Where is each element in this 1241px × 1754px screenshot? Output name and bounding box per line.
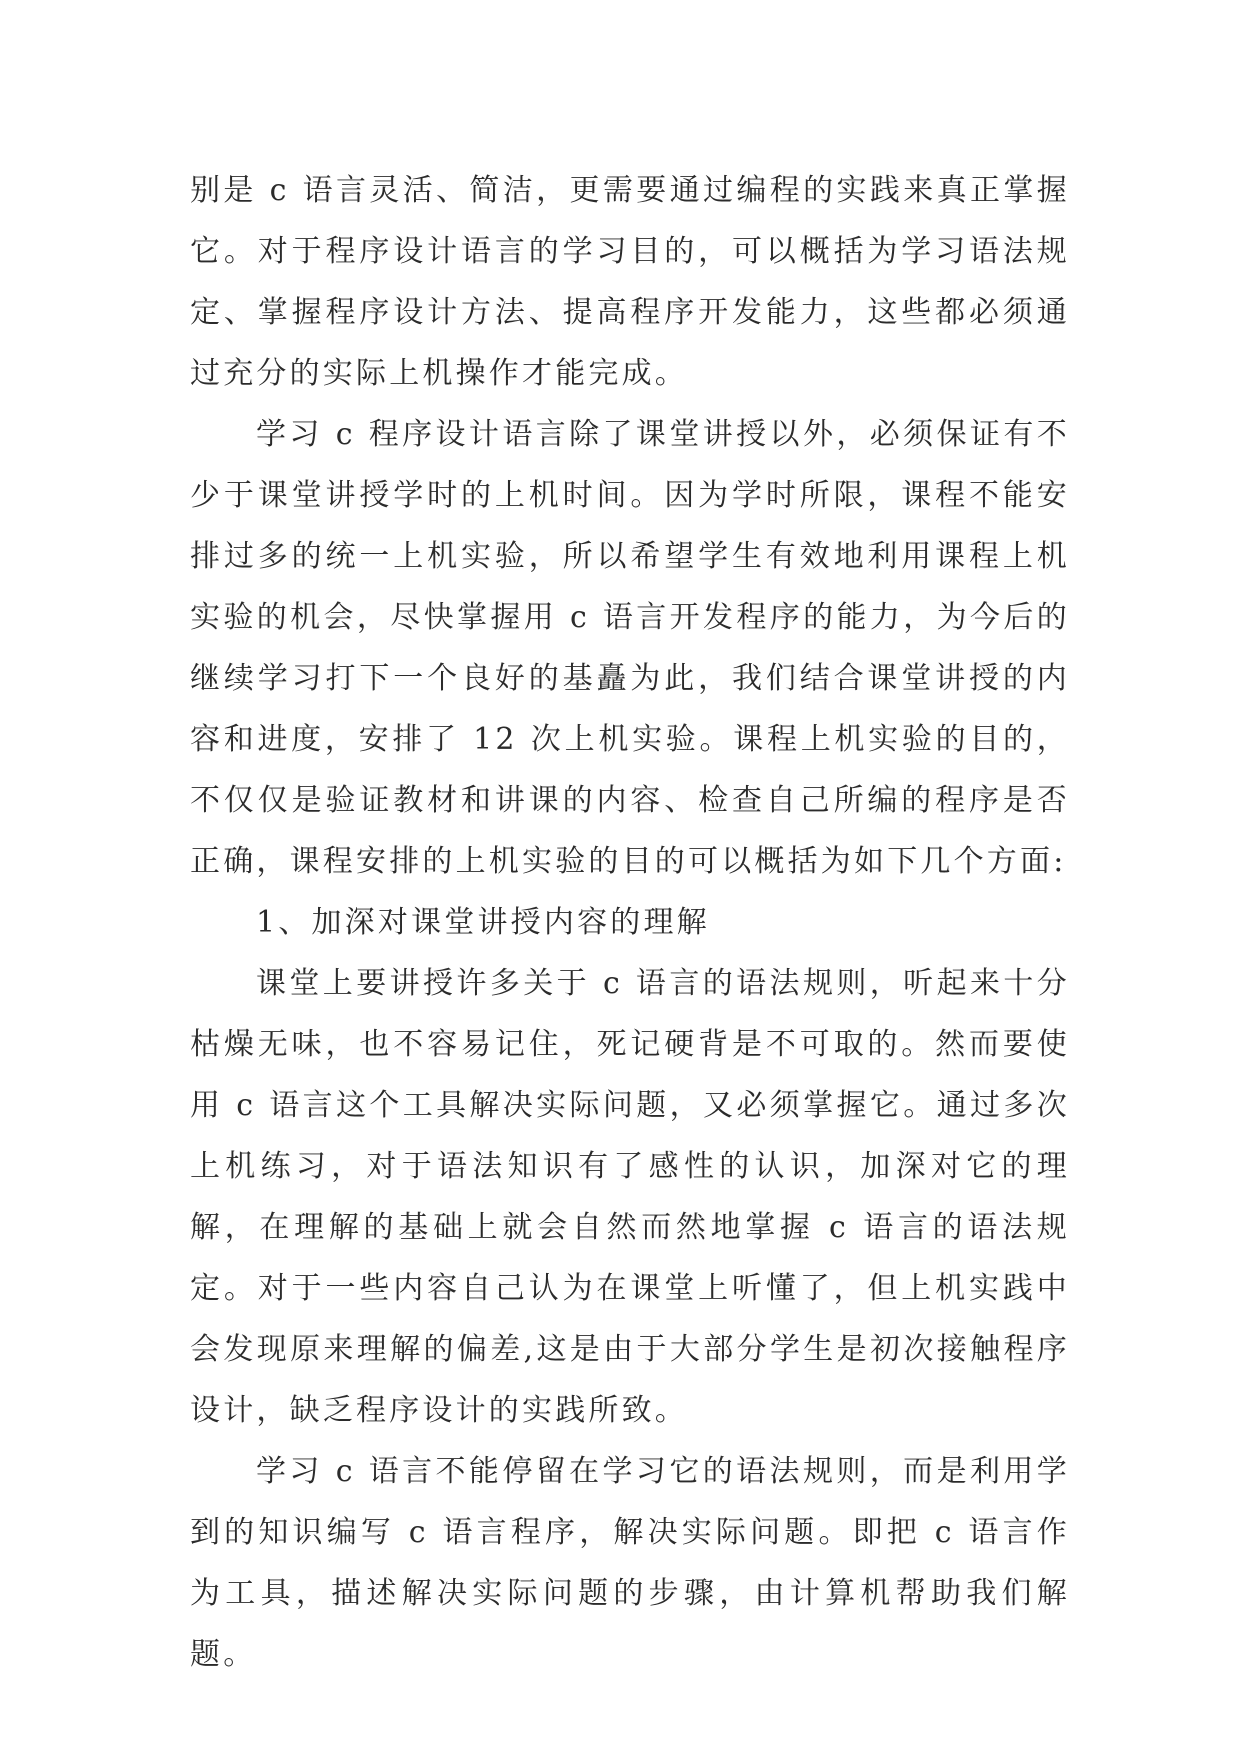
paragraph-lab-purpose: 学习 c 程序设计语言除了课堂讲授以外，必须保证有不少于课堂讲授学时的上机时间。因为学时所限，课程不能安排过多的统一上机实验，所以希望学生有效地利用课程上机实验的机会，尽快掌握用 c 语言开发程序的能力，为今后的继续学习打下一个良好的基矗为此，我们结合课堂讲授的内容和进度，安排了 12 次上机实验。课程上机实验的目的，不仅仅是验证教材和讲课的内容、检查自己所编的程序是否正确，课程安排的上机实验的目的可以概括为如下几个方面: xyxy=(190,417,1070,879)
section-heading-1: 1、加深对课堂讲授内容的理解 xyxy=(256,905,710,940)
paragraph-syntax-understanding: 课堂上要讲授许多关于 c 语言的语法规则，听起来十分枯燥无味，也不容易记住，死记硬背是不可取的。然而要使用 c 语言这个工具解决实际问题，又必须掌握它。通过多次上机练习，对于语法知识有了感性的认识，加深对它的理解，在理解的基础上就会自然而然地掌握 c 语言的语法规定。对于一些内容自己认为在课堂上听懂了，但上机实践中会发现原来理解的偏差,这是由于大部分学生是初次接触程序设计，缺乏程序设计的实践所致。 xyxy=(190,966,1070,1428)
paragraph-apply-knowledge: 学习 c 语言不能停留在学习它的语法规则，而是利用学到的知识编写 c 语言程序，解决实际问题。即把 c 语言作为工具，描述解决实际问题的步骤，由计算机帮助我们解题。 xyxy=(190,1454,1070,1672)
paragraph-continuation: 别是 c 语言灵活、简洁，更需要通过编程的实践来真正掌握它。对于程序设计语言的学习目的，可以概括为学习语法规定、掌握程序设计方法、提高程序开发能力，这些都必须通过充分的实际上机操作才能完成。 xyxy=(190,173,1070,391)
body-text xyxy=(190,160,1070,1685)
